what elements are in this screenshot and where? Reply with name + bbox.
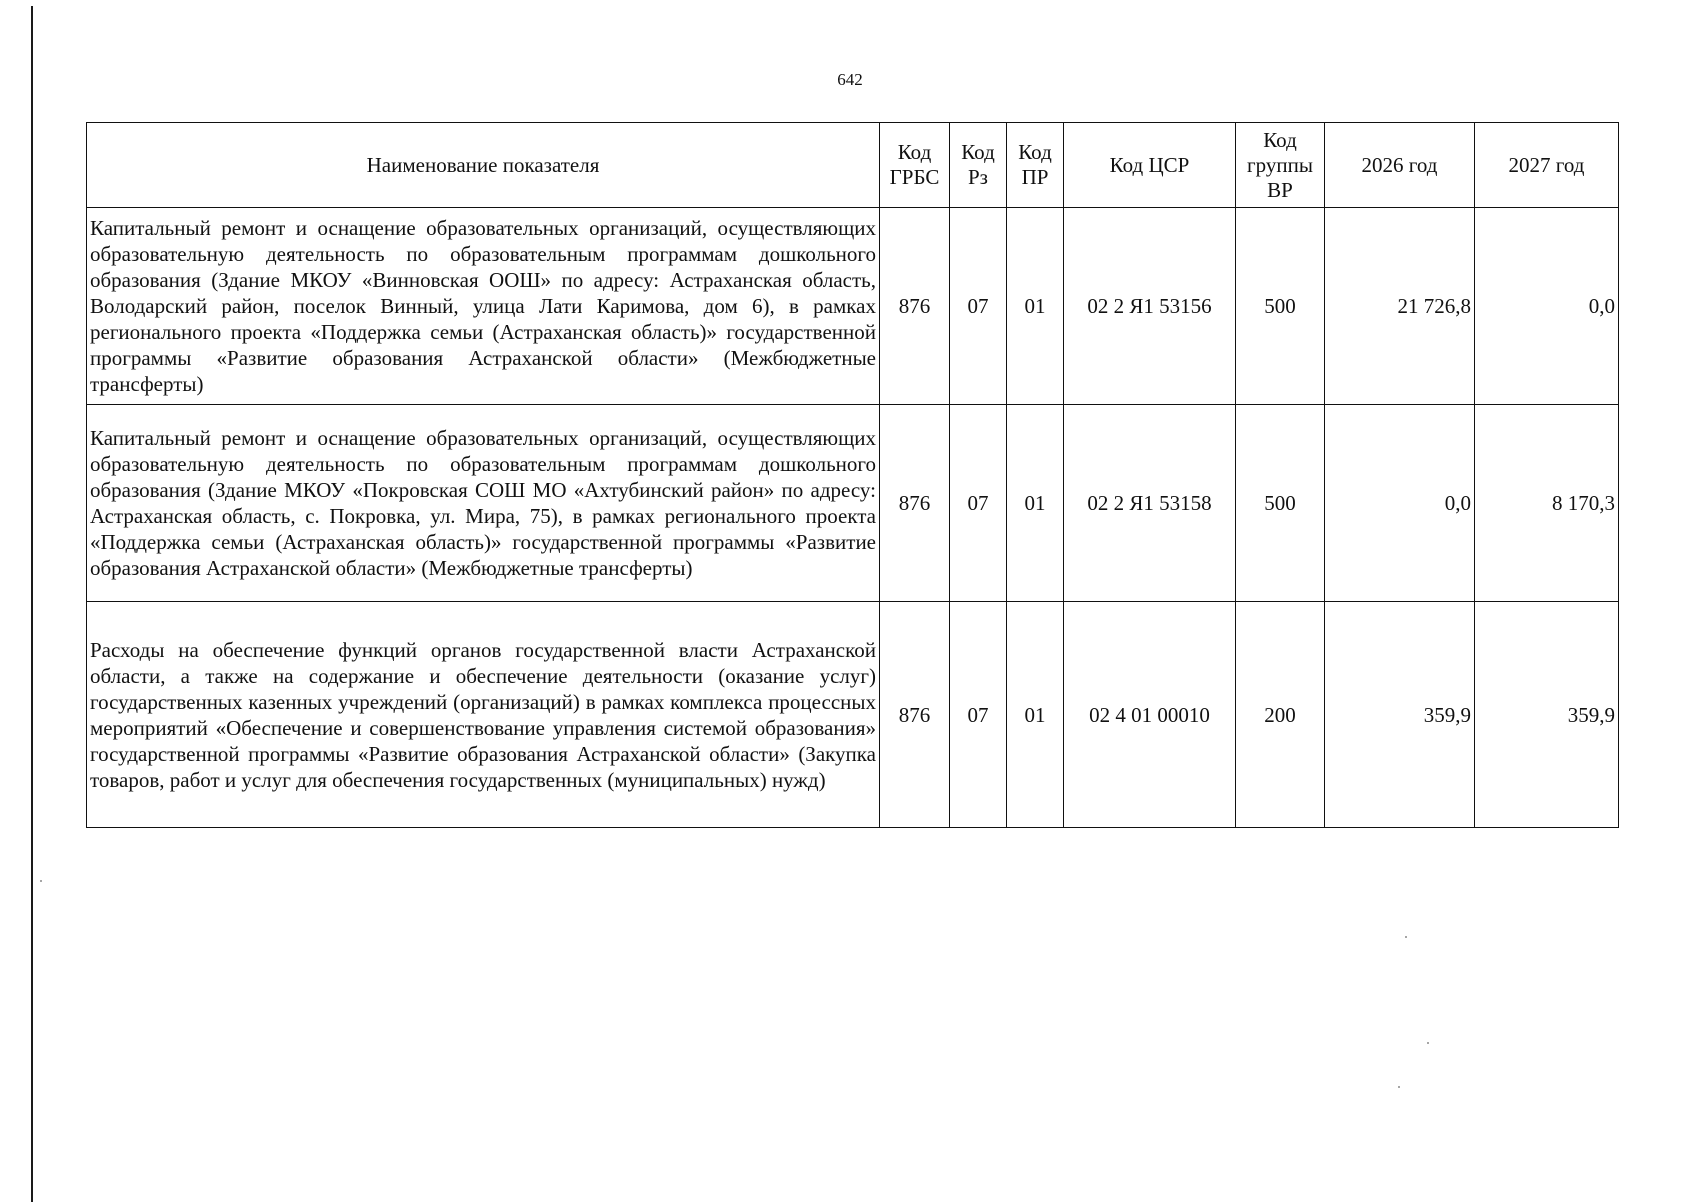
row-2026: 21 726,8 (1325, 208, 1475, 405)
row-vr: 200 (1236, 602, 1325, 828)
row-2027: 0,0 (1475, 208, 1619, 405)
row-name: Капитальный ремонт и оснащение образовательных организаций, осуществляющих образовательную деятельность по образовательным программам дошкольного образования (Здание МКОУ «Винновская ООШ» по адресу: Астраханская область, Володарский район, поселок Винный, улица Лати Каримова, дом 6), в рамках регионального проекта «Поддержка семьи (Астраханская область)» государственной программы «Развитие образования Астраханской области» (Межбюджетные трансферты) (87, 208, 880, 405)
row-rz: 07 (950, 405, 1007, 602)
row-name: Капитальный ремонт и оснащение образовательных организаций, осуществляющих образовательную деятельность по образовательным программам дошкольного образования (Здание МКОУ «Покровская СОШ МО «Ахтубинский район» по адресу: Астраханская область, с. Покровка, ул. Мира, 75), в рамках регионального проекта «Поддержка семьи (Астраханская область)» государственной программы «Развитие образования Астраханской области» (Межбюджетные трансферты) (87, 405, 880, 602)
row-grbs: 876 (880, 602, 950, 828)
scan-speck (1405, 936, 1407, 938)
row-2026: 359,9 (1325, 602, 1475, 828)
table-row (87, 602, 1619, 828)
header-vr: Код группы ВР (1236, 123, 1325, 208)
row-2026: 0,0 (1325, 405, 1475, 602)
row-name: Расходы на обеспечение функций органов государственной власти Астраханской области, а также на содержание и обеспечение деятельности (оказание услуг) государственных казенных учреждений (организаций) в рамках комплекса процессных мероприятий «Обеспечение и совершенствование управления системой образования» государственной программы «Развитие образования Астраханской области» (Закупка товаров, работ и услуг для обеспечения государственных (муниципальных) нужд) (87, 602, 880, 828)
budget-table (86, 122, 1619, 828)
scan-edge-line (31, 6, 33, 1202)
table-row (87, 405, 1619, 602)
row-grbs: 876 (880, 208, 950, 405)
scan-speck (1427, 1042, 1429, 1044)
row-vr: 500 (1236, 405, 1325, 602)
table-header-row (87, 123, 1619, 208)
row-2027: 359,9 (1475, 602, 1619, 828)
header-name: Наименование показателя (87, 123, 880, 208)
row-rz: 07 (950, 208, 1007, 405)
header-rz: Код Рз (950, 123, 1007, 208)
header-csr: Код ЦСР (1064, 123, 1236, 208)
header-pr: Код ПР (1007, 123, 1064, 208)
scan-speck (1398, 1086, 1400, 1088)
row-2027: 8 170,3 (1475, 405, 1619, 602)
row-csr: 02 4 01 00010 (1064, 602, 1236, 828)
scan-speck (40, 880, 42, 882)
row-csr: 02 2 Я1 53156 (1064, 208, 1236, 405)
row-pr: 01 (1007, 405, 1064, 602)
row-pr: 01 (1007, 602, 1064, 828)
row-vr: 500 (1236, 208, 1325, 405)
row-pr: 01 (1007, 208, 1064, 405)
row-csr: 02 2 Я1 53158 (1064, 405, 1236, 602)
header-2026: 2026 год (1325, 123, 1475, 208)
header-2027: 2027 год (1475, 123, 1619, 208)
page-number: 642 (837, 70, 863, 89)
table-row (87, 208, 1619, 405)
header-grbs: Код ГРБС (880, 123, 950, 208)
row-grbs: 876 (880, 405, 950, 602)
row-rz: 07 (950, 602, 1007, 828)
